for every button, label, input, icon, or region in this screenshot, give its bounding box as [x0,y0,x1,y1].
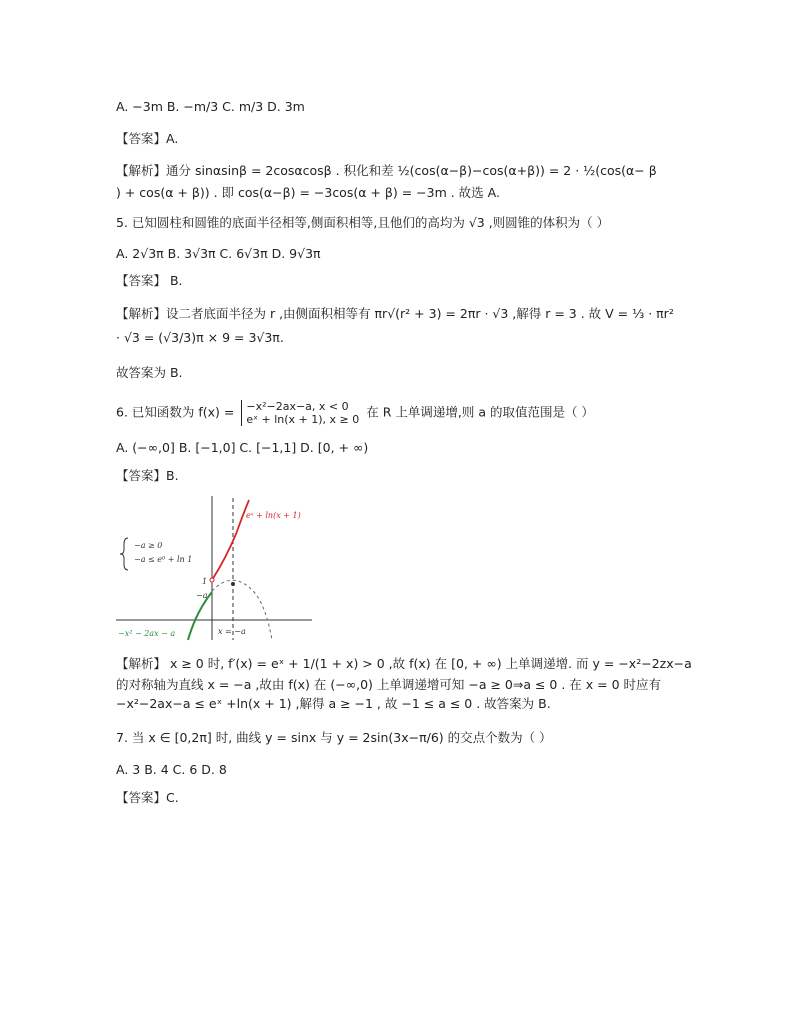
axis-label: x = −a [218,627,246,636]
q5-conclusion: 故答案为 B. [116,365,183,380]
q6-analysis-line1: 【解析】 x ≥ 0 时, f′(x) = eˣ + 1/(1 + x) > 0 ,故 f(x) 在 [0, + ∞) 上单调递增. 而 y = −x²−2zx−a [116,656,692,671]
q7-options: A. 3 B. 4 C. 6 D. 8 [116,762,227,777]
q6-question [116,400,594,426]
piecewise-brace [241,400,359,426]
q7-question: 7. 当 x ∈ [0,2π] 时, 曲线 y = sinx 与 y = 2sin(3x−π/6) 的交点个数为（ ） [116,730,552,745]
label-neg-a: −a [196,591,208,600]
function-graph-svg [116,494,326,642]
condition-1: −a ≥ 0 [134,541,163,550]
q7-answer: 【答案】C. [116,790,179,805]
q6-options: A. (−∞,0] B. [−1,0] C. [−1,1] D. [0, + ∞) [116,440,369,455]
condition-2: −a ≤ e⁰ + ln 1 [134,555,193,564]
q6-analysis-line3: −x²−2ax−a ≤ eˣ +ln(x + 1) ,解得 a ≥ −1 , 故 −1 ≤ a ≤ 0 . 故答案为 B. [116,696,551,711]
q5-analysis-line1: 【解析】设二者底面半径为 r ,由侧面积相等有 πr√(r² + 3) = 2πr · √3 ,解得 r = 3 . 故 V = ⅓ · πr² [116,306,674,321]
exp-log-curve-red [212,500,249,580]
vertex-point [231,582,235,586]
q5-question: 5. 已知圆柱和圆锥的底面半径相等,侧面积相等,且他们的高均为 √3 ,则圆锥的体积为（ ） [116,215,610,230]
parabola-label: −x² − 2ax − a [118,629,176,638]
q6-analysis-line2: 的对称轴为直线 x = −a ,故由 f(x) 在 (−∞,0) 上单调递增可知 −a ≥ 0⇒a ≤ 0 . 在 x = 0 时应有 [116,677,662,692]
q6-piece1: −x²−2ax−a, x < 0 [246,400,349,413]
q4-analysis-line2: ) + cos(α + β)) . 即 cos(α−β) = −3cos(α + β) = −3m . 故选 A. [116,185,500,200]
q4-answer: 【答案】A. [116,131,179,146]
label-one: 1 [202,577,208,586]
q5-analysis-line2: · √3 = (√3/3)π × 9 = 3√3π. [116,330,284,345]
condition-brace [120,538,128,570]
q6-question-suffix: 在 R 上单调递增,则 a 的取值范围是（ ） [366,404,594,420]
q5-answer: 【答案】 B. [116,273,183,288]
point-zero-one [210,578,214,582]
q6-piece2: eˣ + ln(x + 1), x ≥ 0 [246,413,360,426]
q6-question-prefix: 6. 已知函数为 f(x) = [116,404,235,420]
red-curve-label: eˣ + ln(x + 1) [246,511,301,520]
function-graph-figure [116,494,326,642]
q6-answer: 【答案】B. [116,468,179,483]
q4-analysis-line1: 【解析】通分 sinαsinβ = 2cosαcosβ . 积化和差 ½(cos(α−β)−cos(α+β)) = 2 · ½(cos(α− β [116,163,657,178]
q4-options: A. −3m B. −m/3 C. m/3 D. 3m [116,99,305,114]
q5-options: A. 2√3π B. 3√3π C. 6√3π D. 9√3π [116,246,321,261]
